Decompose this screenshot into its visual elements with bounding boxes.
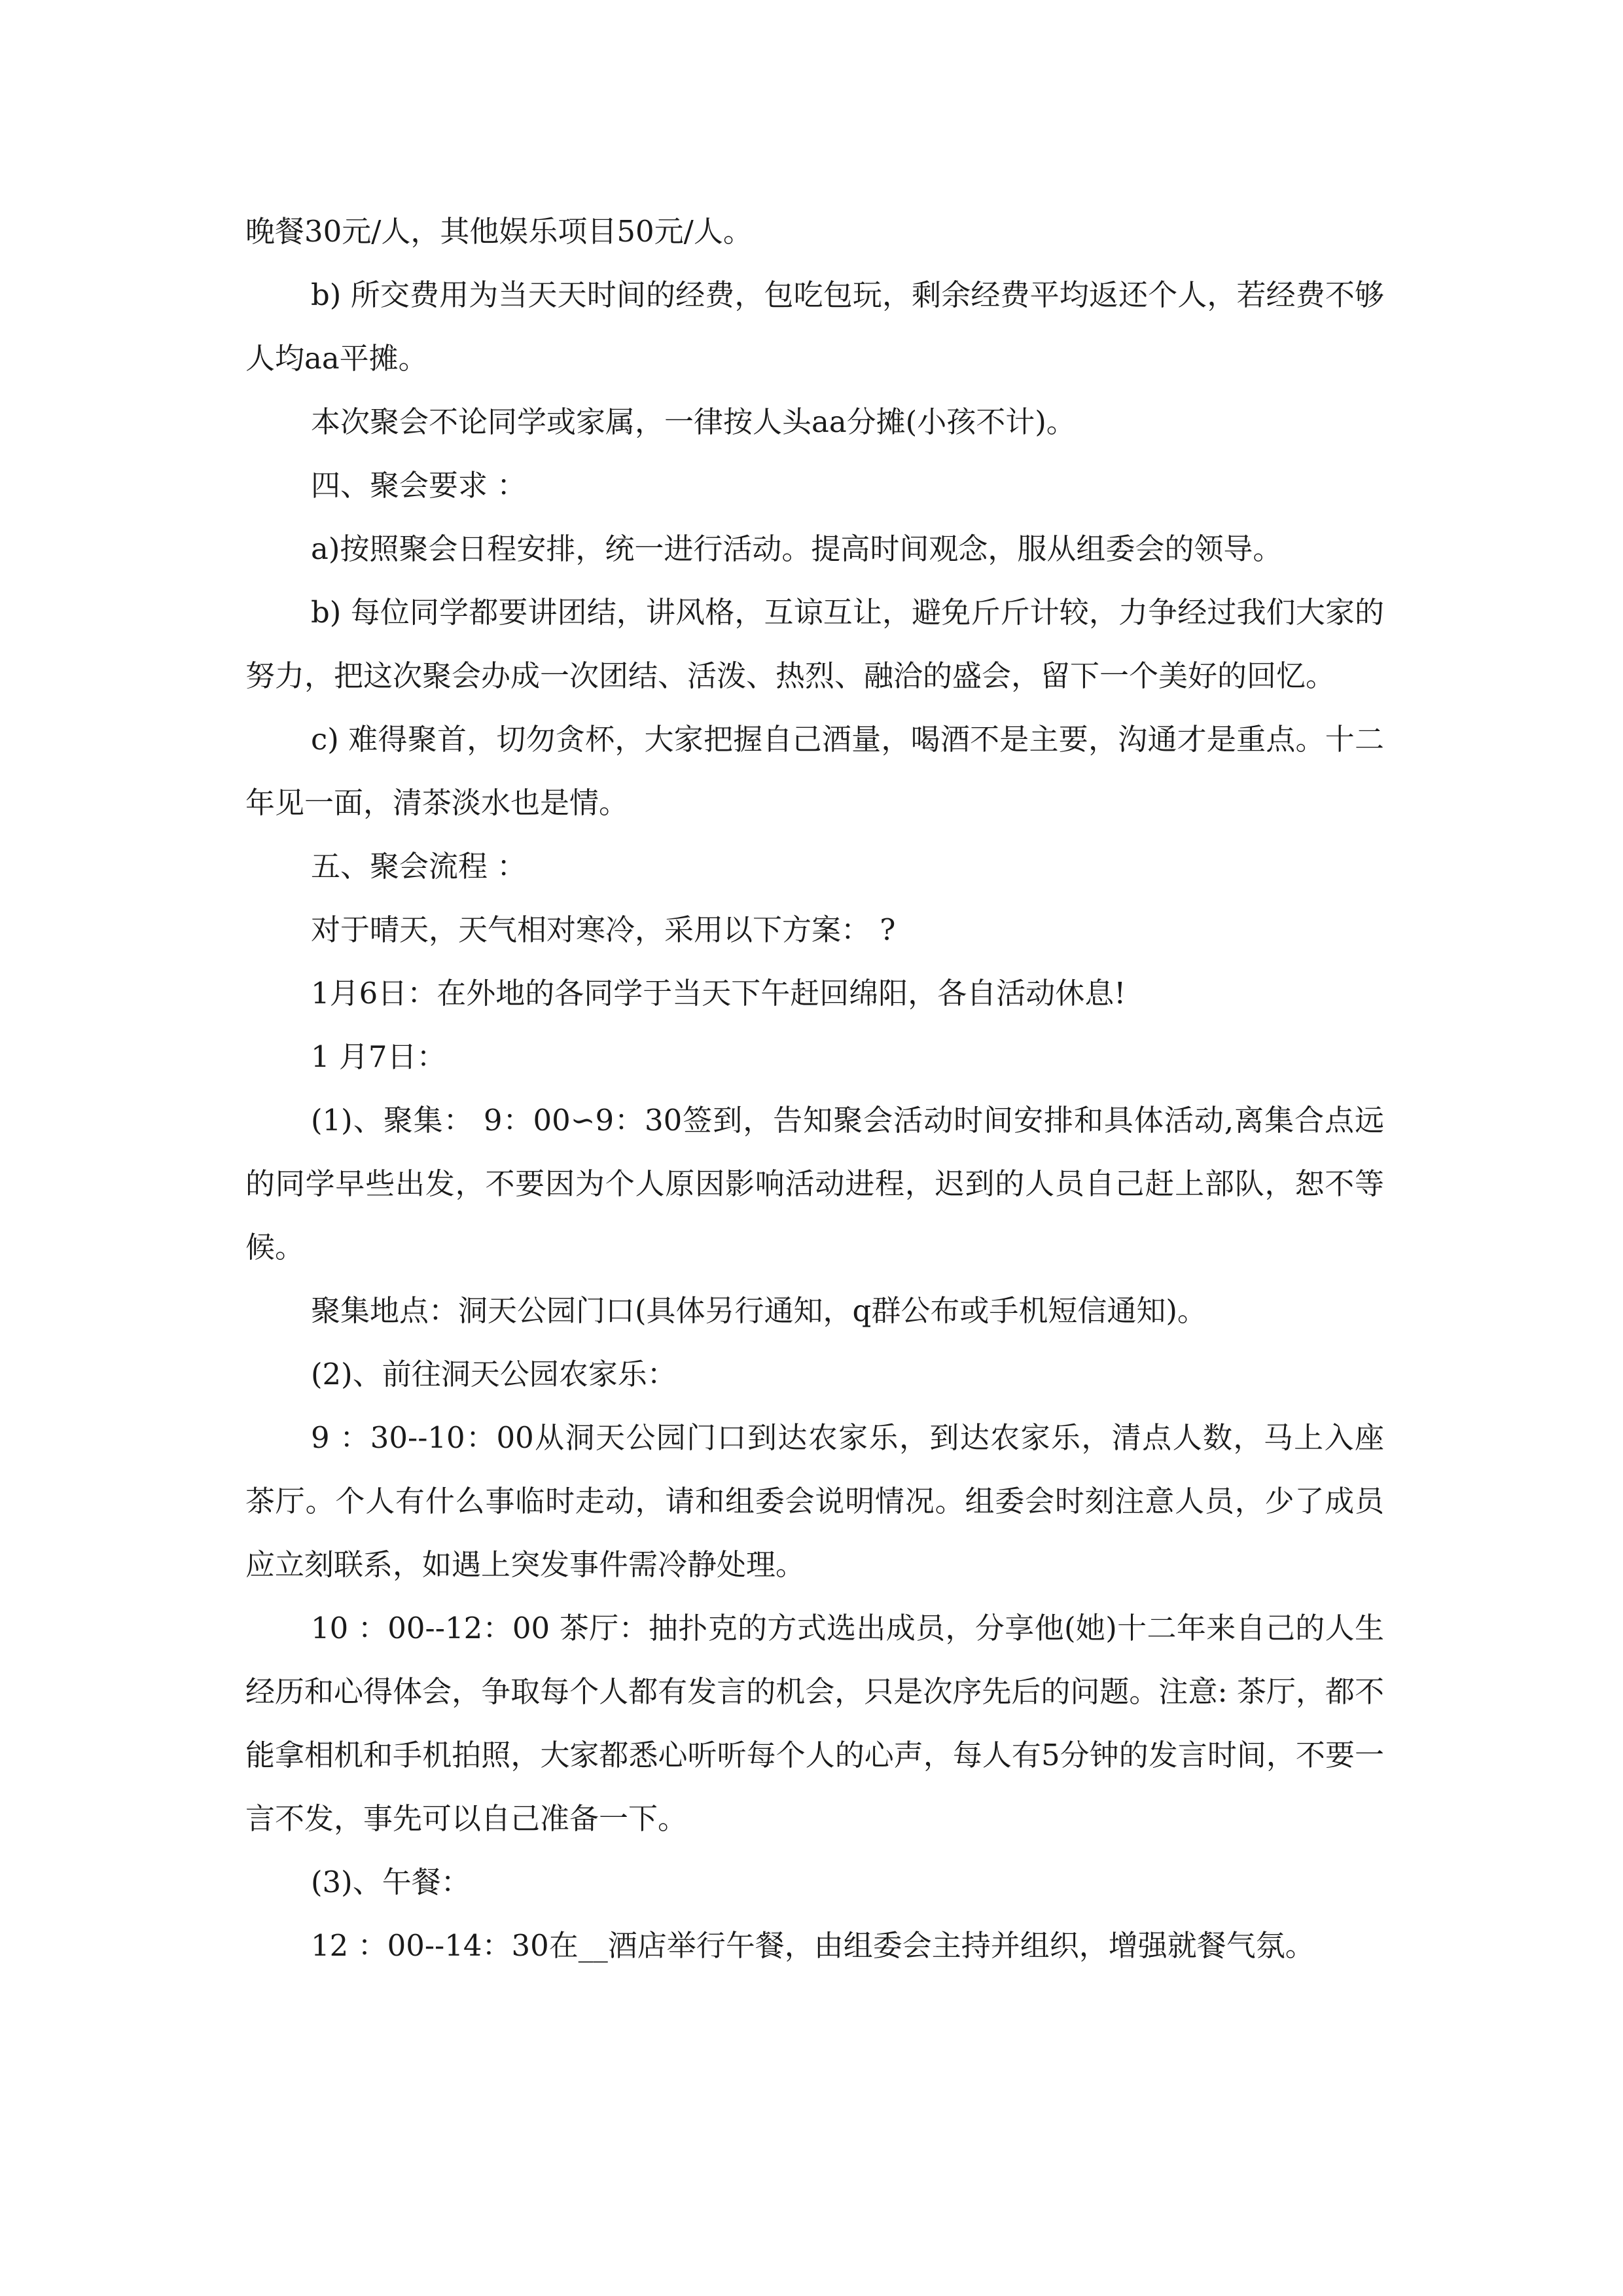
paragraph-jan-6: 1月6日：在外地的各同学于当天下午赶回绵阳，各自活动休息! [311, 976, 1126, 1011]
document-body [245, 200, 1384, 1977]
paragraph-lunch-heading: (3)、午餐： [311, 1865, 471, 1899]
paragraph-requirement-c: c) 难得聚首，切勿贪杯，大家把握自己酒量，喝酒不是主要，沟通才是重点。十二年见一面，清茶淡水也是情。 [245, 722, 1384, 820]
paragraph-gathering: (1)、聚集： 9：00∽9：30签到，告知聚会活动时间安排和具体活动,离集合点远的同学早些出发，不要因为个人原因影响活动进程，迟到的人员自己赶上部队，恕不等候。 [245, 1103, 1384, 1265]
paragraph-schedule-1000: 10 ：00--12：00 茶厅：抽扑克的方式选出成员，分享他(她)十二年来自己的人生经历和心得体会，争取每个人都有发言的机会，只是次序先后的问题。注意: 茶厅，都不能拿相机和手机拍照，大家都悉心听听每个人的心声，每人有5分钟的发言时间，不要一言不发，事先可以自己准备一下。 [245, 1611, 1384, 1836]
paragraph-requirement-a: a)按照聚会日程安排，统一进行活动。提高时间观念，服从组委会的领导。 [311, 531, 1283, 566]
paragraph-requirement-b: b) 每位同学都要讲团结，讲风格，互谅互让，避免斤斤计较，力争经过我们大家的努力，把这次聚会办成一次团结、活泼、热烈、融洽的盛会，留下一个美好的回忆。 [245, 595, 1384, 693]
paragraph-gathering-location: 聚集地点：洞天公园门口(具体另行通知，q群公布或手机短信通知)。 [311, 1293, 1207, 1328]
paragraph-sunny-plan: 对于晴天，天气相对寒冷，采用以下方案： ? [311, 912, 896, 947]
paragraph-dinner-fee: 晚餐30元/人，其他娱乐项目50元/人。 [245, 214, 753, 249]
paragraph-fee-usage: b) 所交费用为当天天时间的经费，包吃包玩，剩余经费平均返还个人，若经费不够人均aa平摊。 [245, 278, 1384, 376]
paragraph-to-farmhouse: (2)、前往洞天公园农家乐： [311, 1357, 677, 1391]
section-heading-process: 五、聚会流程 ： [311, 849, 527, 884]
paragraph-aa-split: 本次聚会不论同学或家属，一律按人头aa分摊(小孩不计)。 [311, 404, 1076, 439]
section-heading-requirements: 四、聚会要求 ： [311, 468, 527, 503]
paragraph-schedule-930: 9 ：30--10：00从洞天公园门口到达农家乐，到达农家乐，清点人数，马上入座茶厅。个人有什么事临时走动，请和组委会说明情况。组委会时刻注意人员，少了成员应立刻联系，如遇上突发事件需冷静处理。 [245, 1420, 1384, 1582]
paragraph-lunch: 12 ：00--14：30在__酒店举行午餐，由组委会主持并组织，增强就餐气氛。 [311, 1928, 1315, 1963]
paragraph-jan-7: 1 月7日： [311, 1039, 446, 1074]
